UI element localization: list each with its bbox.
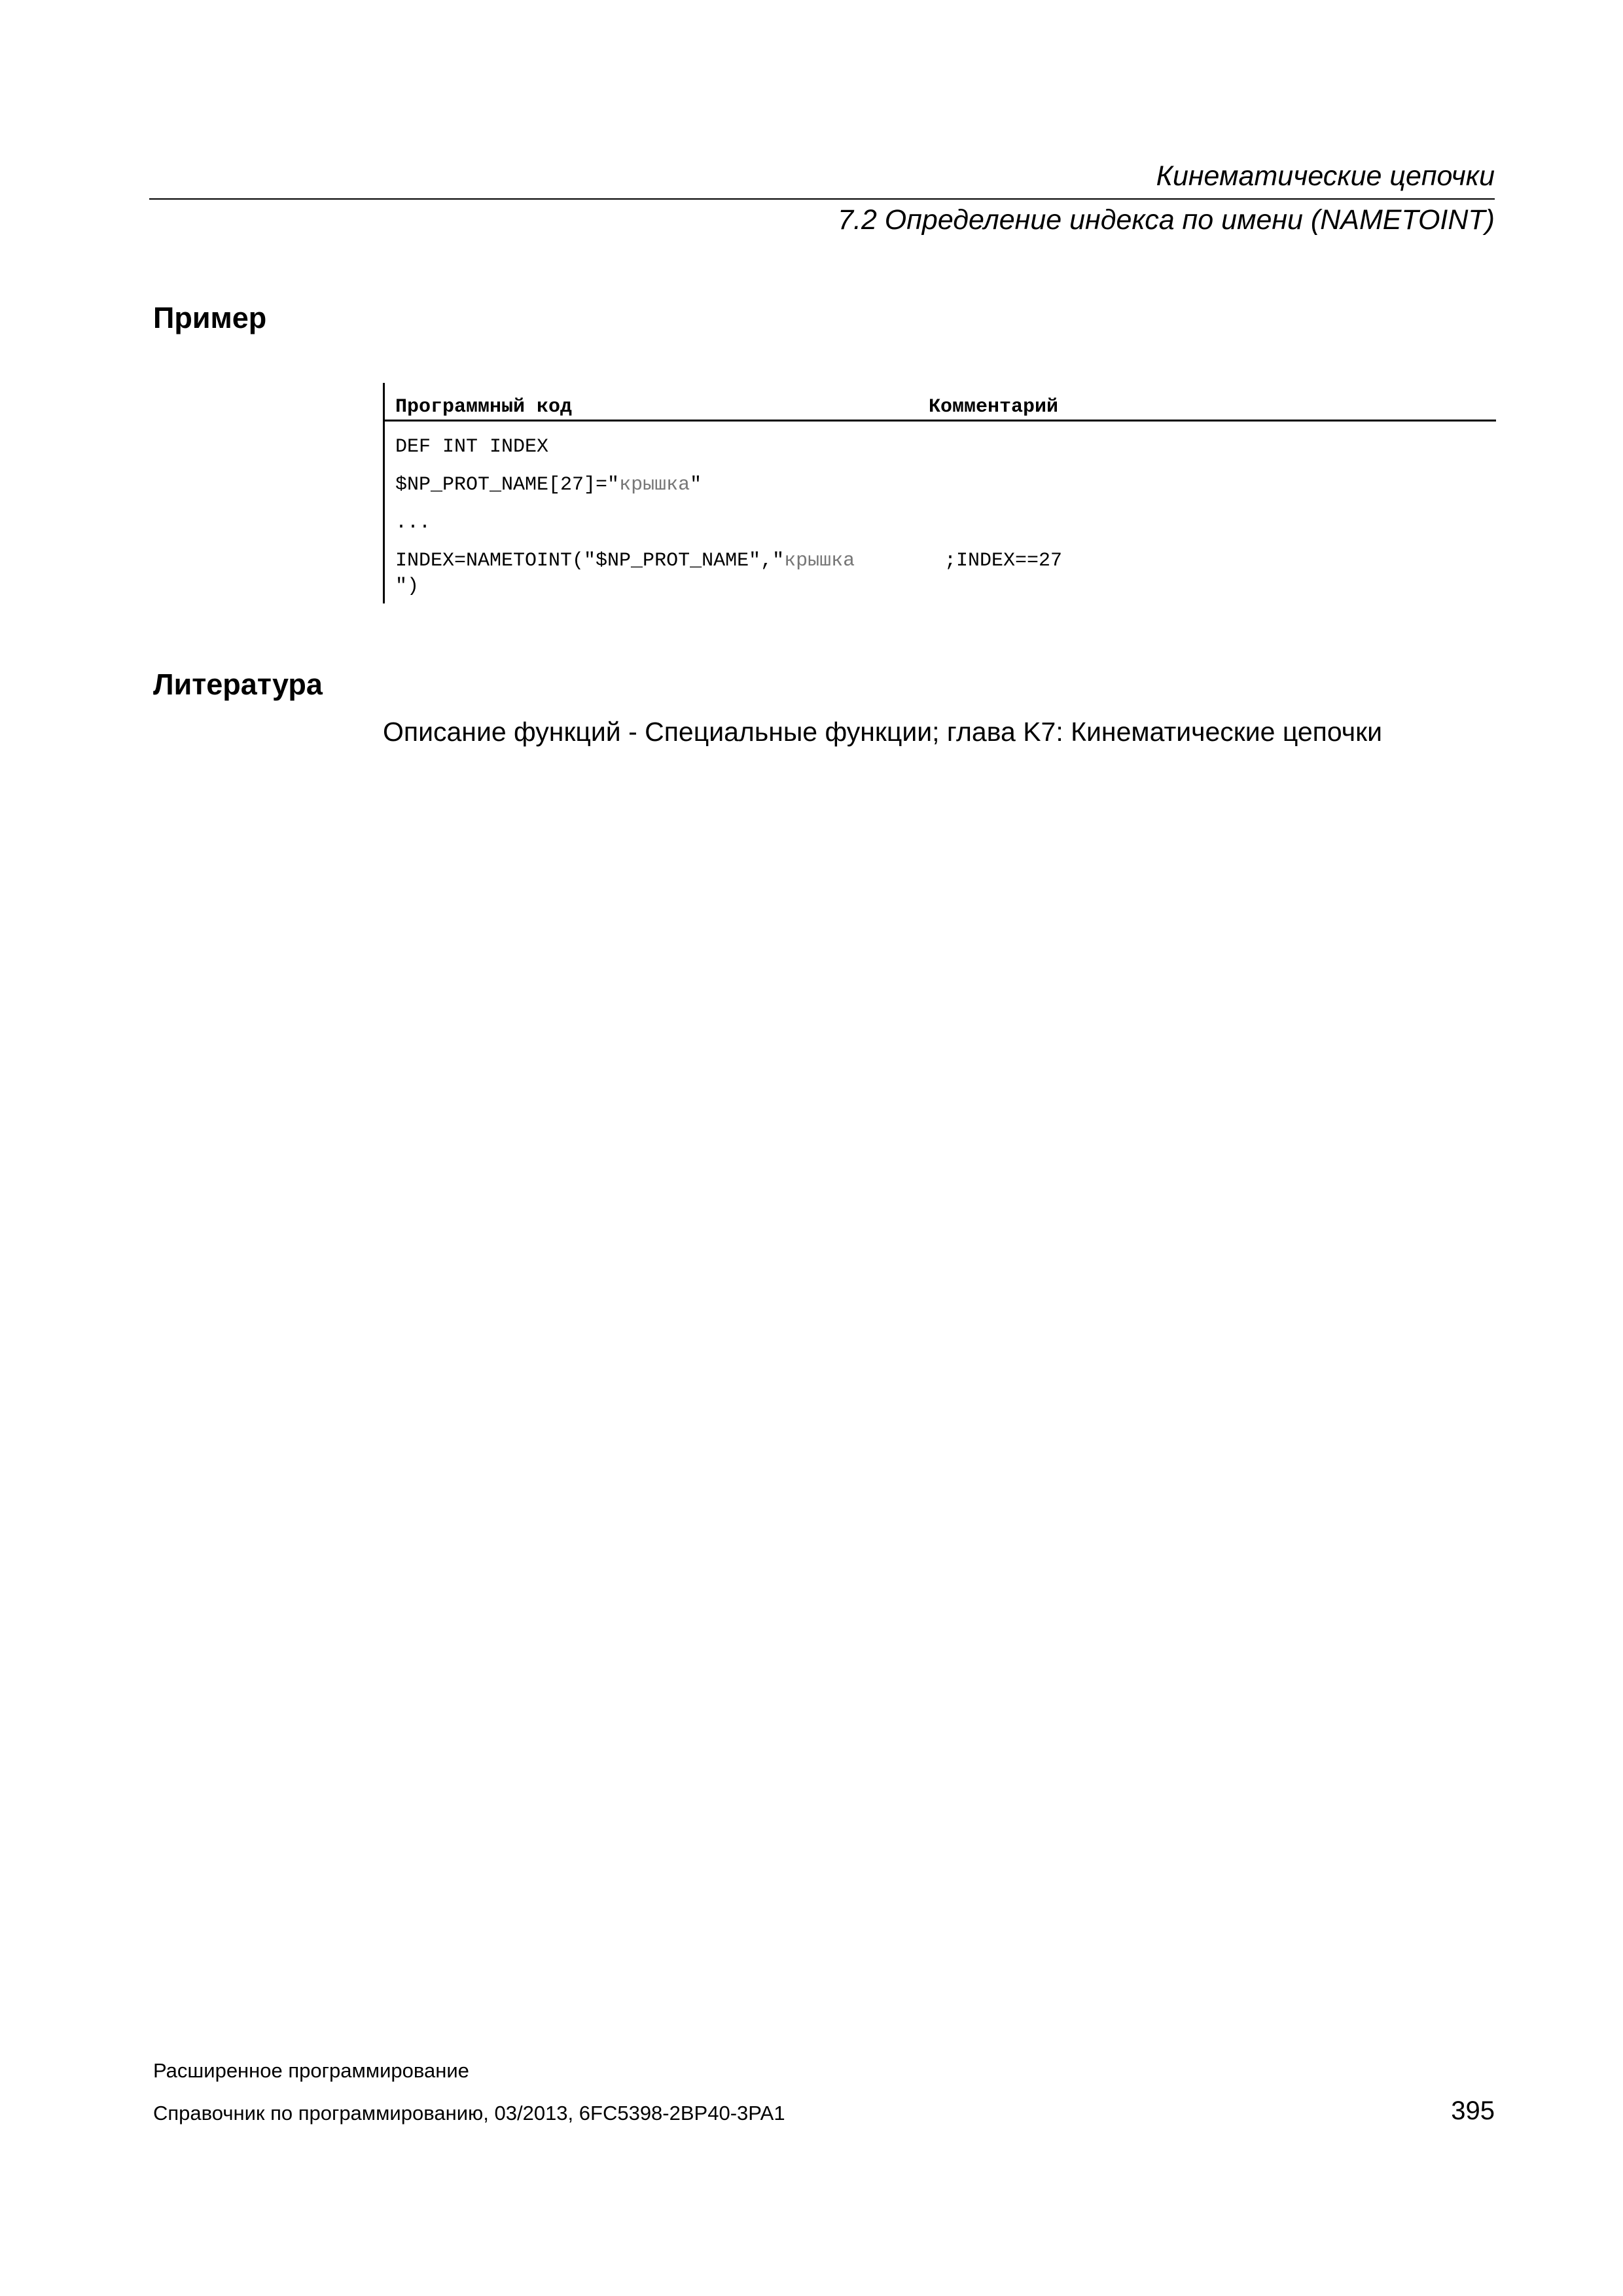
code-line-2 xyxy=(395,475,702,495)
code-line-4-text: INDEX=NAMETOINT("$NP_PROT_NAME"," xyxy=(395,550,785,572)
header-divider xyxy=(149,198,1495,200)
page-number: 395 xyxy=(1451,2096,1495,2125)
code-line-2-close: " xyxy=(690,474,702,496)
code-line-3: ... xyxy=(395,512,431,534)
code-comment: ;INDEX==27 xyxy=(944,550,1063,572)
header-chapter-title: Кинематические цепочки xyxy=(1156,160,1495,192)
column-header-comment: Комментарий xyxy=(929,396,1059,418)
header-section-title: 7.2 Определение индекса по имени (NAMETOINT) xyxy=(838,204,1495,236)
string-literal: крышка xyxy=(619,474,690,496)
literature-heading: Литература xyxy=(153,668,323,701)
code-line-4 xyxy=(395,551,855,571)
code-line-1: DEF INT INDEX xyxy=(395,436,549,458)
code-table-header xyxy=(385,383,1496,422)
footer-line-2: Справочник по программированию, 03/2013, 6FC5398-2BP40-3PA1 xyxy=(153,2102,785,2125)
example-heading: Пример xyxy=(153,301,267,334)
string-literal: крышка xyxy=(784,550,855,572)
footer-line-1: Расширенное программирование xyxy=(153,2059,469,2082)
code-line-2-text: $NP_PROT_NAME[27]=" xyxy=(395,474,620,496)
code-line-5: ") xyxy=(395,575,419,598)
code-table xyxy=(383,383,1496,603)
literature-text: Описание функций - Специальные функции; глава K7: Кинематические цепочки xyxy=(383,717,1382,747)
column-header-code: Программный код xyxy=(395,396,573,418)
